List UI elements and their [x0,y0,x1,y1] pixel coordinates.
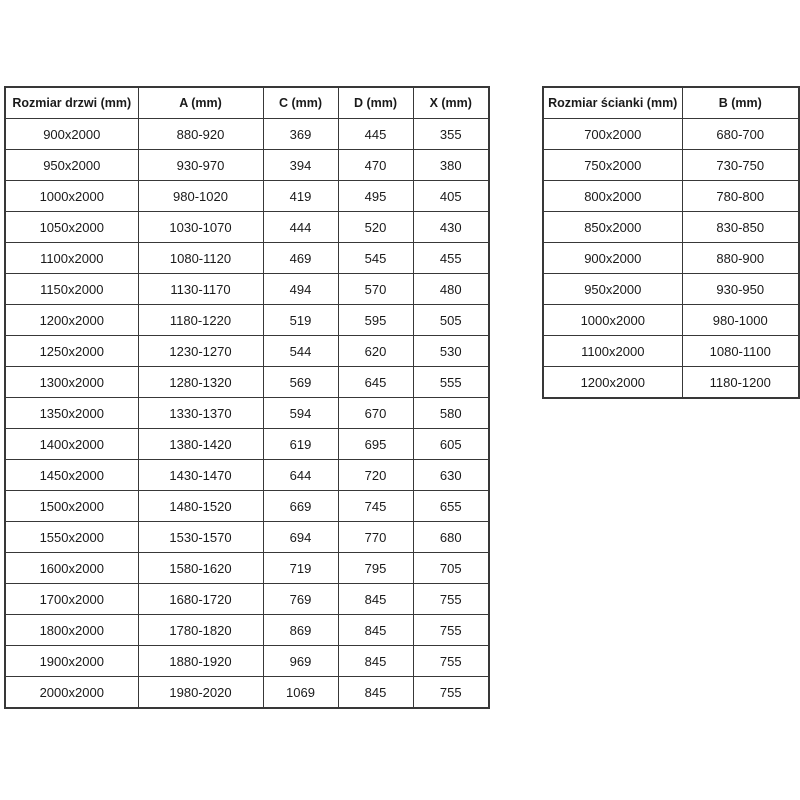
table-row [5,398,489,429]
table-cell: 930-970 [138,150,263,181]
table-cell: 1780-1820 [138,615,263,646]
table-cell: 1150x2000 [5,274,138,305]
table-cell: 630 [413,460,489,491]
table-cell: 430 [413,212,489,243]
table-cell: 645 [338,367,413,398]
table-row [543,367,799,399]
table-cell: 795 [338,553,413,584]
table-cell: 1480-1520 [138,491,263,522]
wall-sizes-table [542,86,800,399]
table-cell: 1800x2000 [5,615,138,646]
table-cell: 1250x2000 [5,336,138,367]
table-cell: 1530-1570 [138,522,263,553]
table-cell: 1080-1100 [682,336,799,367]
table-row [5,367,489,398]
table-cell: 980-1000 [682,305,799,336]
table-cell: 1380-1420 [138,429,263,460]
table-cell: 750x2000 [543,150,682,181]
table-row [5,181,489,212]
table-cell: 570 [338,274,413,305]
table-cell: 1030-1070 [138,212,263,243]
table-cell: 880-900 [682,243,799,274]
table-cell: 405 [413,181,489,212]
table-cell: 355 [413,119,489,150]
table-cell: 680-700 [682,119,799,150]
table-cell: 845 [338,677,413,709]
table-cell: 850x2000 [543,212,682,243]
table-cell: 1500x2000 [5,491,138,522]
table-cell: 520 [338,212,413,243]
table-cell: 394 [263,150,338,181]
table-cell: 605 [413,429,489,460]
table-row [5,336,489,367]
table-cell: 1180-1220 [138,305,263,336]
table-cell: 1600x2000 [5,553,138,584]
column-header: C (mm) [263,87,338,119]
table-cell: 1680-1720 [138,584,263,615]
table-cell: 1130-1170 [138,274,263,305]
table-cell: 1230-1270 [138,336,263,367]
table-cell: 655 [413,491,489,522]
table-row [5,677,489,709]
table-cell: 845 [338,646,413,677]
table-cell: 869 [263,615,338,646]
table-cell: 480 [413,274,489,305]
table-row [543,181,799,212]
column-header: Rozmiar ścianki (mm) [543,87,682,119]
table-cell: 369 [263,119,338,150]
table-row [5,584,489,615]
table-cell: 555 [413,367,489,398]
table-cell: 455 [413,243,489,274]
table-cell: 1280-1320 [138,367,263,398]
table-row [543,119,799,150]
column-header: A (mm) [138,87,263,119]
table-cell: 770 [338,522,413,553]
table-cell: 544 [263,336,338,367]
table-row [543,212,799,243]
table-cell: 1580-1620 [138,553,263,584]
table-row [5,429,489,460]
table-cell: 694 [263,522,338,553]
table-cell: 700x2000 [543,119,682,150]
table-cell: 950x2000 [5,150,138,181]
table-cell: 1400x2000 [5,429,138,460]
table-cell: 569 [263,367,338,398]
table-cell: 580 [413,398,489,429]
table-cell: 444 [263,212,338,243]
table-row [5,274,489,305]
table-cell: 830-850 [682,212,799,243]
table-row [5,553,489,584]
table-cell: 930-950 [682,274,799,305]
table-cell: 719 [263,553,338,584]
table-cell: 494 [263,274,338,305]
table-row [5,522,489,553]
table-cell: 1000x2000 [543,305,682,336]
table-cell: 419 [263,181,338,212]
column-header: B (mm) [682,87,799,119]
table-row [5,460,489,491]
table-cell: 1350x2000 [5,398,138,429]
table-row [5,305,489,336]
table-cell: 950x2000 [543,274,682,305]
column-header: X (mm) [413,87,489,119]
table-cell: 1330-1370 [138,398,263,429]
table-cell: 470 [338,150,413,181]
table-row [543,336,799,367]
table-cell: 780-800 [682,181,799,212]
table-cell: 1000x2000 [5,181,138,212]
table-row [543,150,799,181]
table-cell: 445 [338,119,413,150]
table-cell: 2000x2000 [5,677,138,709]
table-cell: 670 [338,398,413,429]
wall-table-header-row [543,87,799,119]
table-cell: 980-1020 [138,181,263,212]
table-row [543,274,799,305]
table-cell: 680 [413,522,489,553]
table-cell: 769 [263,584,338,615]
table-cell: 594 [263,398,338,429]
table-cell: 1450x2000 [5,460,138,491]
table-row [543,305,799,336]
table-row [543,243,799,274]
table-cell: 900x2000 [5,119,138,150]
table-cell: 505 [413,305,489,336]
column-header: D (mm) [338,87,413,119]
table-cell: 845 [338,584,413,615]
table-row [5,243,489,274]
table-row [5,491,489,522]
table-cell: 1080-1120 [138,243,263,274]
table-cell: 720 [338,460,413,491]
table-cell: 1100x2000 [5,243,138,274]
table-row [5,615,489,646]
table-cell: 620 [338,336,413,367]
table-cell: 845 [338,615,413,646]
table-cell: 880-920 [138,119,263,150]
table-cell: 1180-1200 [682,367,799,399]
table-cell: 595 [338,305,413,336]
table-cell: 1550x2000 [5,522,138,553]
table-cell: 755 [413,584,489,615]
table-cell: 1200x2000 [5,305,138,336]
table-cell: 755 [413,677,489,709]
table-cell: 545 [338,243,413,274]
table-cell: 1430-1470 [138,460,263,491]
table-cell: 644 [263,460,338,491]
table-cell: 1050x2000 [5,212,138,243]
door-table-header-row [5,87,489,119]
table-cell: 705 [413,553,489,584]
table-cell: 1100x2000 [543,336,682,367]
table-cell: 745 [338,491,413,522]
table-cell: 755 [413,646,489,677]
table-cell: 495 [338,181,413,212]
table-cell: 519 [263,305,338,336]
table-cell: 1980-2020 [138,677,263,709]
table-cell: 469 [263,243,338,274]
table-cell: 800x2000 [543,181,682,212]
table-cell: 380 [413,150,489,181]
table-row [5,212,489,243]
table-cell: 1700x2000 [5,584,138,615]
table-row [5,646,489,677]
column-header: Rozmiar drzwi (mm) [5,87,138,119]
table-cell: 755 [413,615,489,646]
table-cell: 1069 [263,677,338,709]
table-cell: 669 [263,491,338,522]
table-cell: 1900x2000 [5,646,138,677]
table-cell: 619 [263,429,338,460]
table-cell: 730-750 [682,150,799,181]
table-cell: 695 [338,429,413,460]
table-row [5,150,489,181]
door-sizes-table [4,86,490,709]
table-cell: 530 [413,336,489,367]
table-cell: 1300x2000 [5,367,138,398]
table-cell: 1200x2000 [543,367,682,399]
table-cell: 900x2000 [543,243,682,274]
table-cell: 1880-1920 [138,646,263,677]
table-row [5,119,489,150]
table-cell: 969 [263,646,338,677]
